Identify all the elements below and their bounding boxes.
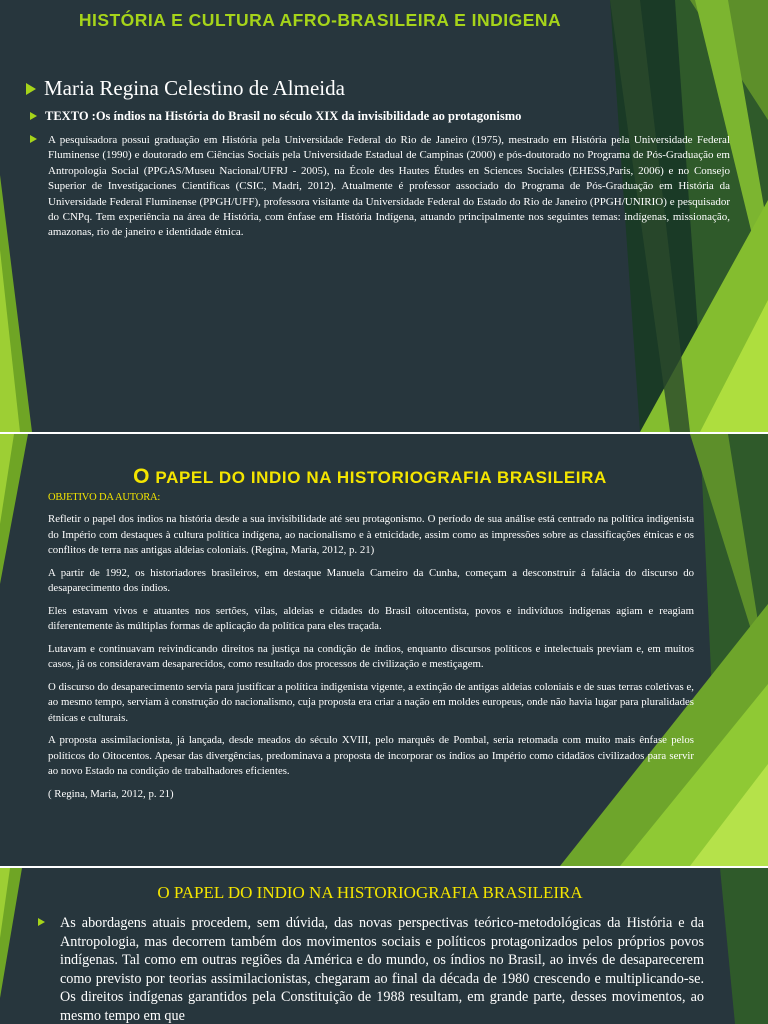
slide-2-body [48, 512, 694, 809]
bullet-arrow-icon [30, 135, 37, 143]
bullet-arrow-icon [30, 112, 37, 120]
paragraph: O discurso do desaparecimento servia para justificar a política indigenista vigente, a extinção de antigas aldeias coloniais e de suas terras coletivas e, ao mesmo tempo, serviam à construção do nacionalismo, cuja proposta era criar a nação em moldes europeus, onde não havia lugar para pluralidades étnicas e culturais. [48, 680, 694, 724]
texto-label: TEXTO :Os índios na História do Brasil no século XIX da invisibilidade ao protagonismo [45, 109, 522, 123]
author-name: Maria Regina Celestino de Almeida [44, 76, 345, 100]
slide-2 [0, 434, 768, 866]
author-bio: A pesquisadora possui graduação em História pela Universidade Federal do Rio de Janeiro (1975), mestrado em História pela Universidade Federal Fluminense (1990) e doutorado em Ciências Sociais pela Universidade Estadual de Campinas (2000) e pós-doutorado no Programa de Pós-Graduação em Antropologia Social (PPGAS/Museu Nacional/UFRJ - 2005), na École des Hautes Études en Sciences Sociales (EHESS,Paris, 2006) e no Consejo Superior de Investigaciones Cientificas (CSIC, Madri, 2012). Atualmente é professor associado do Programa de Pós-Graduação em História da Universidade Federal Fluminense (PPGH/UFF), professora visitante da Universidade Federal do Estado do Rio de Janeiro (PPGH/UNIRIO) e pesquisador do CNPq. Tem experiência na área de História, com ênfase em História Indígena, atuando principalmente nos seguintes temas: indígenas, missionação, amazonas, rio de janeiro e identidade étnica. [48, 134, 730, 239]
bullet-arrow-icon [26, 83, 36, 95]
texto-bullet [30, 108, 521, 124]
bullet-arrow-icon [38, 918, 45, 926]
slide-2-title-rest: PAPEL DO INDIO NA HISTORIOGRAFIA BRASILEIRA [150, 468, 607, 487]
author-name-bullet [26, 76, 345, 100]
citation: ( Regina, Maria, 2012, p. 21) [48, 787, 174, 800]
slide-2-title-first-letter: O [133, 465, 151, 488]
slide-2-title [60, 466, 680, 489]
paragraph: Lutavam e continuavam reivindicando direitos na justiça na condição de índios, enquanto discursos políticos e intelectuais previam e, em muitos casos, já os consideravam desaparecidos, como resultado dos processos de civilização e mestiçagem. [48, 642, 694, 670]
paragraph: Refletir o papel dos índios na história desde a sua invisibilidade até seu protagonismo. O período de sua análise está centrado na política indigenista do Império com destaques à cultura política indígena, ao nacionalismo e à etnicidade, assim como as impressões sobre as classificações étnicas e os conflitos de terra nas antigas aldeias coloniais. (Regina, Maria, 2012, p. 21) [48, 513, 694, 556]
objective-label: OBJETIVO DA AUTORA: [48, 492, 161, 503]
slide-3-title: O PAPEL DO INDIO NA HISTORIOGRAFIA BRASILEIRA [157, 883, 583, 902]
paragraph: Eles estavam vivos e atuantes nos sertões, vilas, aldeias e cidades do Brasil oitocentista, povos e indivíduos indígenas agiam e reagiam diferentemente às múltiplas formas de aplicação da política para eles traçada. [48, 604, 694, 632]
slide-1 [0, 0, 768, 432]
slide-3 [0, 868, 768, 1024]
slide-1-title: HISTÓRIA E CULTURA AFRO-BRASILEIRA E INDIGENA [78, 10, 562, 30]
paragraph: A proposta assimilacionista, já lançada, desde meados do século XVIII, pelo marquês de Pombal, seria retomada com muito mais ênfase pelos políticos do Oitocentos. Apesar das divergências, predominava a proposta de incorporar os índios ao Império como cidadãos civilizados para servir ao novo Estado na condição de trabalhadores eficientes. [48, 734, 694, 777]
slide-3-body: As abordagens atuais procedem, sem dúvida, das novas perspectivas teórico-metodológicas da História e da Antropologia, mas decorrem também dos movimentos sociais e políticos protagonizados pelos próprios povos indígenas. Tal como em outras regiões da América e do mundo, os índios no Brasil, ao invés de desaparecerem como previsto por teorias assimilacionistas, chegaram ao final da década de 1980 crescendo e multiplicando-se. Os direitos indígenas garantidos pela Constituição de 1988 resultam, em grande parte, desses movimentos, ao mesmo tempo em que [60, 915, 704, 1024]
paragraph: A partir de 1992, os historiadores brasileiros, em destaque Manuela Carneiro da Cunha, começam a desconstruir á falácia do discurso do desaparecimento dos índios. [48, 566, 694, 594]
